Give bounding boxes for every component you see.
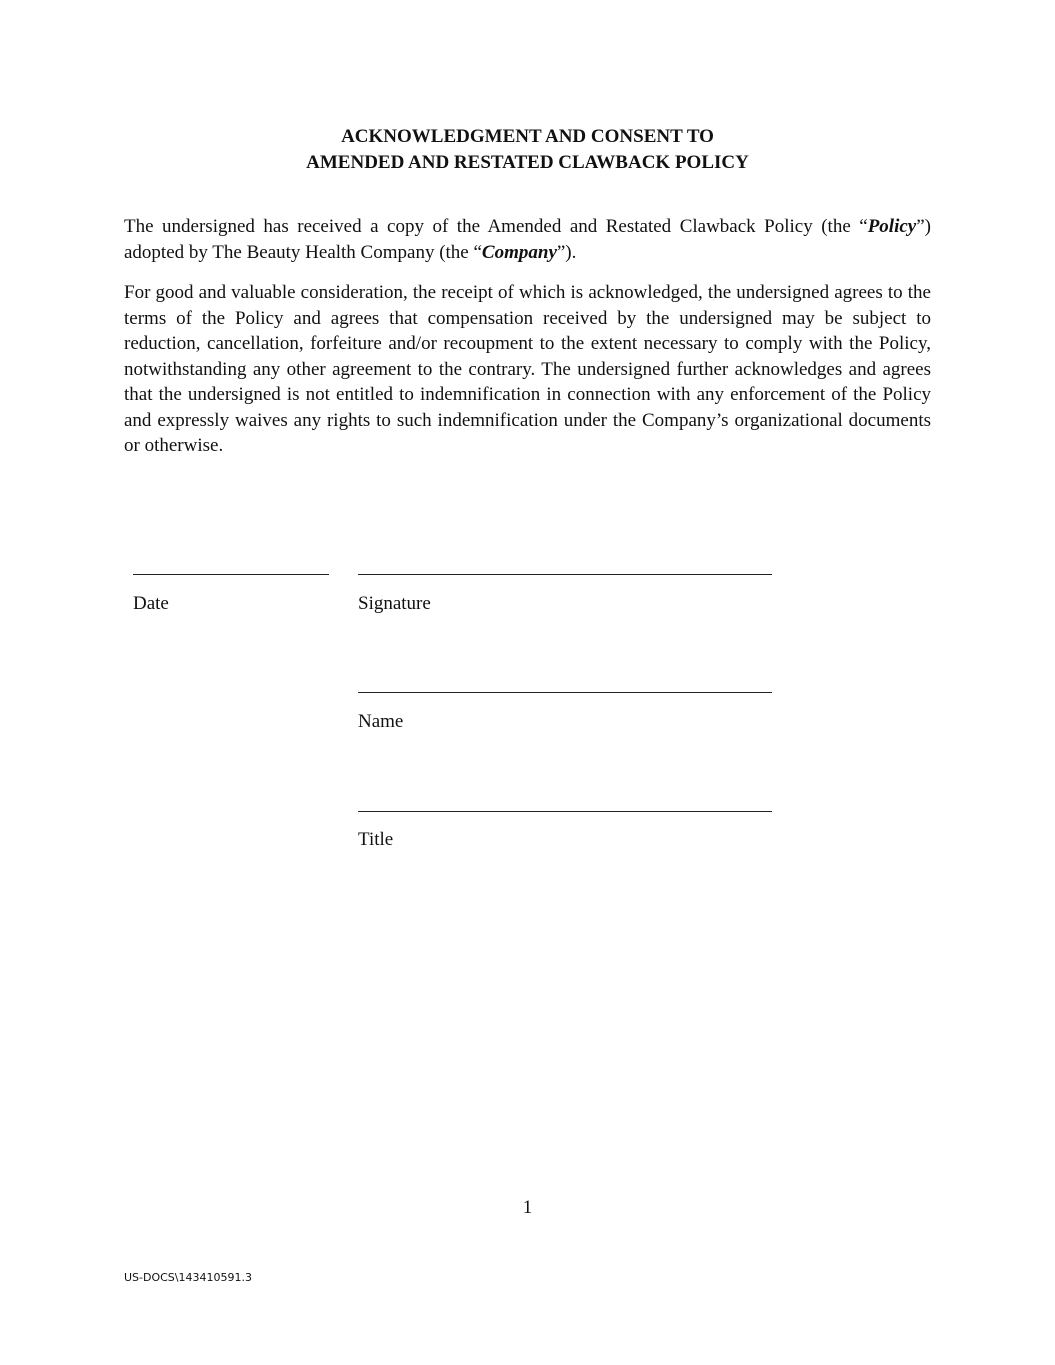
- title-line[interactable]: [358, 811, 772, 812]
- document-id-footer: US-DOCS\143410591.3: [124, 1271, 252, 1284]
- name-label: Name: [358, 711, 404, 732]
- signature-line[interactable]: [358, 574, 772, 575]
- title-label: Title: [358, 829, 394, 850]
- intro-text-part-3: ”).: [556, 241, 577, 263]
- date-line[interactable]: [133, 574, 329, 575]
- document-title-line-1: ACKNOWLEDGMENT AND CONSENT TO: [341, 126, 714, 147]
- document-title-line-2: AMENDED AND RESTATED CLAWBACK POLICY: [306, 152, 749, 173]
- page-number: 1: [522, 1197, 533, 1218]
- consent-paragraph: For good and valuable consideration, the receipt of which is acknowledged, the undersigned agrees to the terms of the Policy and agrees that compensation received by the undersigned may be subject to reduction, cancellation, forfeiture and/or recoupment to the extent necessary to comply with the Policy, notwithstanding any other agreement to the contrary. The undersigned further acknowledges and agrees that the undersigned is not entitled to indemnification in connection with any enforcement of the Policy and expressly waives any rights to such indemnification under the Company’s organizational documents or otherwise.: [124, 282, 931, 456]
- intro-text-part-1: The undersigned has received a copy of the Amended and Restated Clawback Policy (the “: [124, 216, 868, 237]
- name-line[interactable]: [358, 692, 772, 693]
- intro-paragraph: [124, 214, 931, 265]
- signature-label: Signature: [358, 593, 431, 614]
- intro-text-part-2: ”) adopted by The Beauty Health Company (the “: [124, 216, 931, 263]
- policy-defined-term: Policy: [867, 216, 917, 237]
- company-defined-term: Company: [481, 241, 557, 263]
- date-label: Date: [133, 593, 169, 614]
